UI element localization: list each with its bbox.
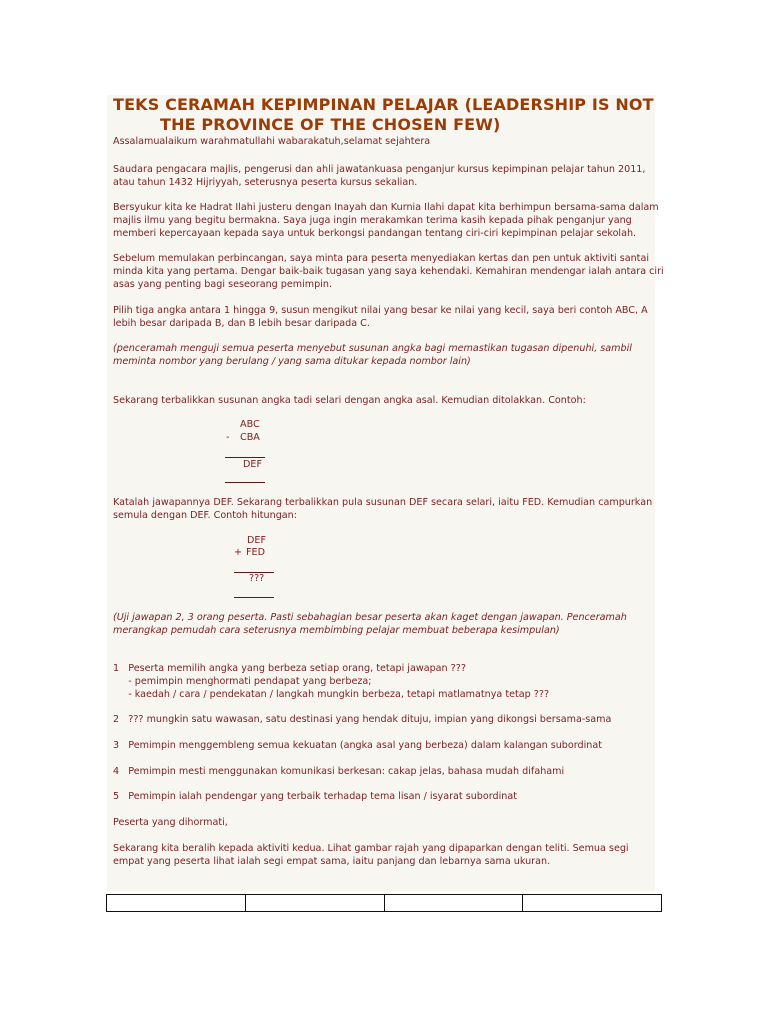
note-1-line-1: (penceramah menguji semua peserta menyebut susunan angka bagi memastikan tugasan dipenuhi, sambil (113, 343, 632, 354)
list-item-1-sub-b: - kaedah / cara / pendekatan / langkah mungkin berbeza, tetapi matlamatnya tetap ??? (113, 689, 550, 700)
table-cell (523, 895, 661, 911)
calc-1-top: ABC (240, 419, 260, 430)
list-item-1: 1 Peserta memilih angka yang berbeza setiap orang, tetapi jawapan ??? (113, 663, 466, 674)
calc-1-result: DEF (243, 459, 262, 470)
calc-2-rule-bottom (234, 597, 274, 598)
calc-2-second: FED (246, 547, 265, 558)
table-cell (385, 895, 524, 911)
calc-1-operator: - (226, 432, 230, 443)
paragraph-8-line-2: empat yang peserta lihat ialah segi empat sama, iaitu panjang dan lebarnya sama ukuran. (113, 856, 551, 867)
paragraph-4-line-2: lebih besar daripada B, dan B lebih besar daripada C. (113, 318, 370, 329)
title-line-1: TEKS CERAMAH KEPIMPINAN PELAJAR (LEADERSHIP IS NOT (113, 95, 654, 114)
calc-1-second: CBA (240, 432, 260, 443)
paragraph-3-line-3: asas yang penting bagi seseorang pemimpin. (113, 279, 333, 290)
paragraph-3-line-1: Sebelum memulakan perbincangan, saya minta para peserta menyediakan kertas dan pen untuk aktiviti santai (113, 253, 649, 264)
paragraph-8-line-1: Sekarang kita beralih kepada aktiviti kedua. Lihat gambar rajah yang dipaparkan dengan teliti. Semua segi (113, 843, 629, 854)
calc-2-result: ??? (249, 573, 265, 584)
document-title (113, 95, 658, 135)
paragraph-1-line-1: Saudara pengacara majlis, pengerusi dan ahli jawatankuasa penganjur kursus kepimpinan pelajar tahun 2011, (113, 164, 646, 175)
calc-2-operator: + (234, 547, 243, 558)
paragraph-4-line-1: Pilih tiga angka antara 1 hingga 9, susun mengikut nilai yang besar ke nilai yang kecil, saya beri contoh ABC, A (113, 305, 648, 316)
list-item-2: 2 ??? mungkin satu wawasan, satu destinasi yang hendak dituju, impian yang dikongsi bersama-sama (113, 714, 612, 725)
table-cell (246, 895, 385, 911)
calc-1-rule-top (225, 457, 265, 458)
title-line-2: THE PROVINCE OF THE CHOSEN FEW) (160, 115, 501, 134)
note-1-line-2: meminta nombor yang berulang / yang sama ditukar kepada nombor lain) (113, 356, 471, 367)
paragraph-1-line-2: atau tahun 1432 Hijriyyah, seterusnya peserta kursus sekalian. (113, 177, 418, 188)
paragraph-2-line-2: majlis ilmu yang begitu bermakna. Saya juga ingin merakamkan terima kasih kepada pihak penganjur yang (113, 215, 632, 226)
empty-table-row (106, 894, 662, 912)
note-2-line-2: merangkap pemudah cara seterusnya membimbing pelajar membuat beberapa kesimpulan) (113, 625, 560, 636)
table-cell (107, 895, 246, 911)
paragraph-7: Peserta yang dihormati, (113, 817, 228, 828)
calc-1-rule-bottom (225, 482, 265, 483)
calc-2-top: DEF (247, 535, 266, 546)
paragraph-3-line-2: minda kita yang pertama. Dengar baik-baik tugasan yang saya kehendaki. Kemahiran mendengar ialah antara ciri (113, 266, 664, 277)
paragraph-5: Sekarang terbalikkan susunan angka tadi selari dengan angka asal. Kemudian ditolakkan. Contoh: (113, 395, 586, 406)
list-item-4: 4 Pemimpin mesti menggunakan komunikasi berkesan: cakap jelas, bahasa mudah difahami (113, 766, 565, 777)
paragraph-6-line-2: semula dengan DEF. Contoh hitungan: (113, 510, 297, 521)
paragraph-6-line-1: Katalah jawapannya DEF. Sekarang terbalikkan pula susunan DEF secara selari, iaitu FED. Kemudian campurkan (113, 497, 653, 508)
paragraph-2-line-3: memberi kepercayaan kepada saya untuk berkongsi pandangan tentang ciri-ciri kepimpinan pelajar sekolah. (113, 228, 637, 239)
greeting: Assalamualaikum warahmatullahi wabarakatuh,selamat sejahtera (113, 136, 431, 147)
note-2-line-1: (Uji jawapan 2, 3 orang peserta. Pasti sebahagian besar peserta akan kaget dengan jawapan. Penceramah (113, 612, 627, 623)
paragraph-2-line-1: Bersyukur kita ke Hadrat Ilahi justeru dengan Inayah dan Kurnia Ilahi dapat kita berhimpun bersama-sama dalam (113, 202, 659, 213)
list-item-5: 5 Pemimpin ialah pendengar yang terbaik terhadap tema lisan / isyarat subordinat (113, 791, 518, 802)
list-item-1-sub-a: - pemimpin menghormati pendapat yang berbeza; (113, 676, 372, 687)
list-item-3: 3 Pemimpin menggembleng semua kekuatan (angka asal yang berbeza) dalam kalangan subordinat (113, 740, 603, 751)
